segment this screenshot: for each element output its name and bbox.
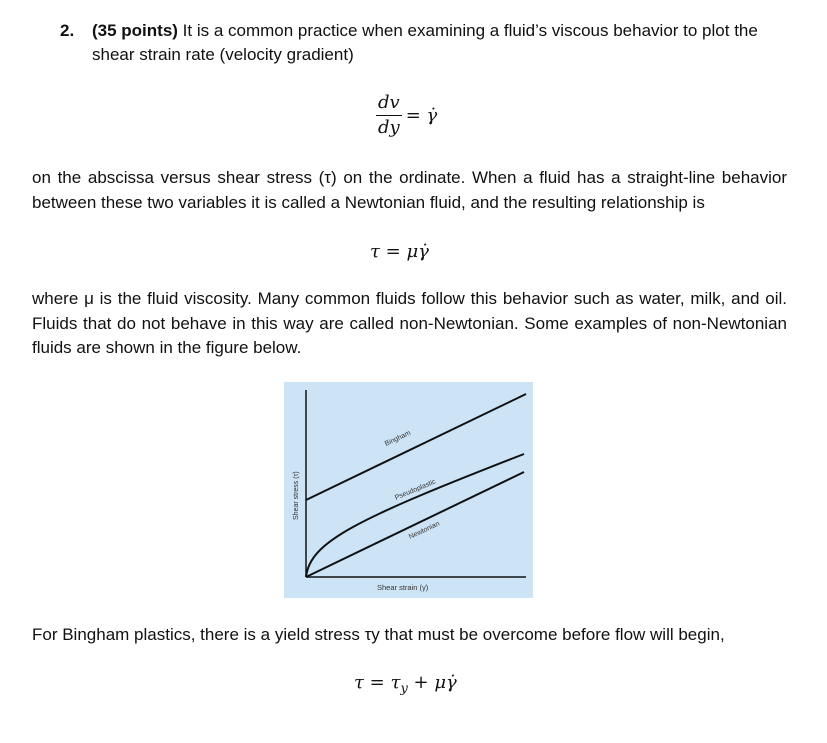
- newtonian-label: Newtonian: [407, 520, 441, 541]
- question-heading: [60, 19, 800, 67]
- newtonian-equation: τ = μγ̇: [370, 241, 429, 262]
- bingham-equation: $\tau = \tau_y$ + μγ̇: [354, 672, 457, 697]
- velocity-gradient-equation: [376, 92, 437, 139]
- pseudoplastic-label: Pseudoplastic: [394, 478, 437, 502]
- question-text: It is a common practice when examining a fluid’s viscous behavior to plot the shear strain rate (velocity gradient): [92, 21, 758, 64]
- question-points: (35 points): [92, 21, 178, 40]
- pseudoplastic-curve: [306, 454, 524, 577]
- rheology-figure: [284, 382, 533, 598]
- rheology-plot: [284, 382, 533, 598]
- question-intro: [92, 19, 800, 67]
- bingham-curve: [306, 394, 526, 500]
- fraction: [376, 92, 402, 139]
- fraction-denominator: dy: [378, 117, 400, 138]
- y-axis-label: Shear stress (τ): [293, 471, 300, 520]
- paragraph-non-newtonian: where μ is the fluid viscosity. Many common fluids follow this behavior such as water, milk, and oil. Fluids that do not behave in this way are called non-Newtonian. Some examples of non-Newtonian fluids are shown in the figure below.: [32, 289, 787, 357]
- fraction-numerator: dv: [376, 92, 402, 116]
- question-number: 2.: [60, 21, 75, 40]
- paragraph-newtonian-definition: on the abscissa versus shear stress (τ) on the ordinate. When a fluid has a straight-line behavior between these two variables it is called a Newtonian fluid, and the resulting relationship is: [32, 168, 787, 212]
- x-axis-label: Shear strain (γ̇): [377, 583, 429, 592]
- equation-rhs: = γ̇: [405, 105, 438, 126]
- paragraph-bingham: For Bingham plastics, there is a yield stress τy that must be overcome before flow will begin,: [32, 625, 725, 644]
- bingham-label: Bingham: [383, 429, 412, 448]
